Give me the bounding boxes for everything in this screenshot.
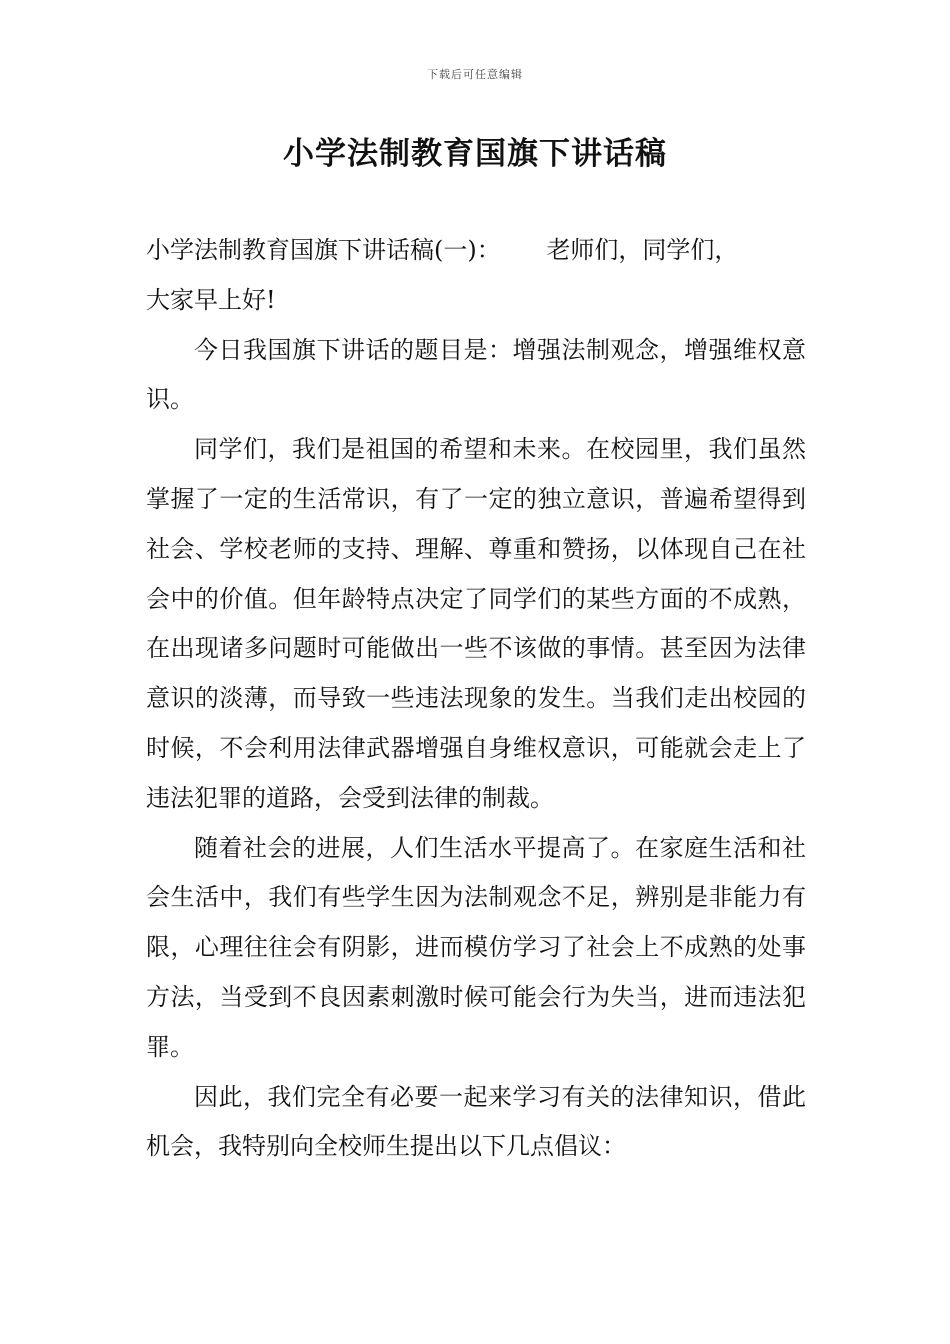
intro-paragraph [146,226,806,326]
header-note: 下载后可任意编辑 [427,68,523,81]
paragraph-3: 随着社会的进展，人们生活水平提高了。在家庭生活和社会生活中，我们有些学生因为法制观念不足，辨别是非能力有限，心理往往会有阴影，进而模仿学习了社会上不成熟的处事方法，当受到不良因素刺激时候可能会行为失当，进而违法犯罪。 [146,833,806,1061]
document-body [146,226,806,1172]
greeting-continuation: 大家早上好! [146,285,276,314]
paragraph-4: 因此，我们完全有必要一起来学习有关的法律知识，借此机会，我特别向全校师生提出以下几点倡议： [146,1082,806,1161]
greeting-text: 老师们，同学们， [546,236,739,264]
document-title: 小学法制教育国旗下讲话稿 [283,136,667,172]
paragraph-1: 今日我国旗下讲话的题目是：增强法制观念，增强维权意识。 [146,335,806,414]
paragraph-2: 同学们，我们是祖国的希望和未来。在校园里，我们虽然掌握了一定的生活常识，有了一定的独立意识，普遍希望得到社会、学校老师的支持、理解、尊重和赞扬，以体现自己在社会中的价值。但年龄特点决定了同学们的某些方面的不成熟，在出现诸多问题时可能做出一些不该做的事情。甚至因为法律意识的淡薄，而导致一些违法现象的发生。当我们走出校园的时候，不会利用法律武器增强自身维权意识，可能就会走上了违法犯罪的道路，会受到法律的制裁。 [146,435,806,812]
intro-heading: 小学法制教育国旗下讲话稿(一)： [146,236,501,264]
